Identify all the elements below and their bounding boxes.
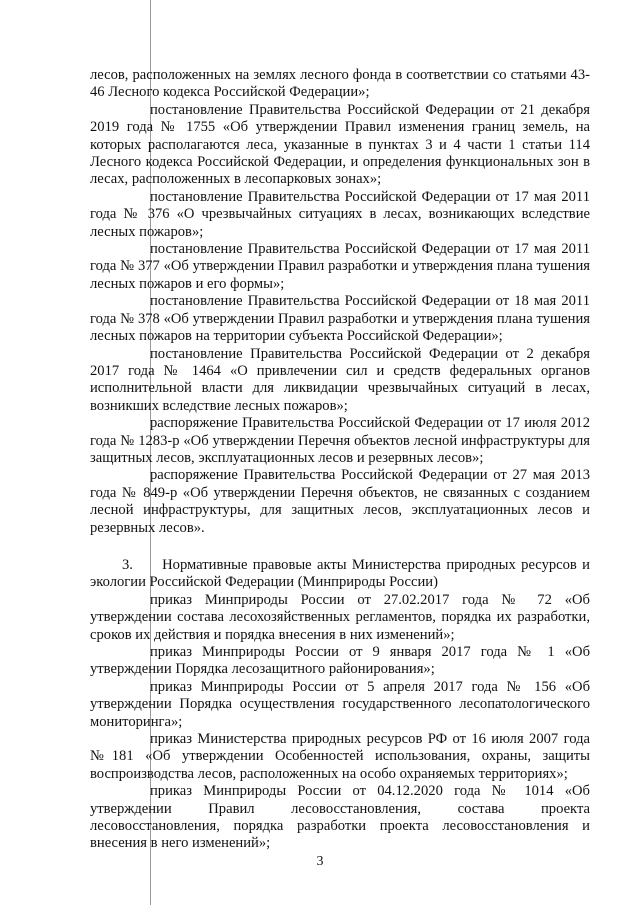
paragraph-decree-378: постановление Правительства Российской Федерации от 18 мая 2011 года № 378 «Об утверждении Правил разработки и утверждения плана тушения лесных пожаров на территории субъекта Российской Федерации»;	[90, 293, 590, 345]
paragraph-order-1014: приказ Минприроды России от 04.12.2020 года № 1014 «Об утверждении Правил лесовосстановления, состава проекта лесовосстановления, порядка разработки проекта лесовосстановления и внесения в него изменений»;	[90, 783, 590, 852]
paragraph-decree-1755: постановление Правительства Российской Федерации от 21 декабря 2019 года № 1755 «Об утверждении Правил изменения границ земель, на которых располагаются леса, указанные в пунктах 3 и 4 части 1 статьи 114 Лесного кодекса Российской Федерации, и определения функциональных зон в лесах, расположенных в лесопарковых зонах»;	[90, 101, 590, 188]
section-heading-3: 3. Нормативные правовые акты Министерства природных ресурсов и экологии Российской Федерации (Минприроды России)	[90, 556, 590, 591]
paragraph-decree-377: постановление Правительства Российской Федерации от 17 мая 2011 года № 377 «Об утверждении Правил разработки и утверждения плана тушения лесных пожаров и его формы»;	[90, 241, 590, 292]
paragraph-order-72: приказ Минприроды России от 27.02.2017 года № 72 «Об утверждении состава лесохозяйственных регламентов, порядка их разработки, сроков их действия и порядка внесения в них изменений»;	[90, 591, 590, 643]
document-body	[90, 67, 590, 853]
paragraph-order-1283: распоряжение Правительства Российской Федерации от 17 июля 2012 года № 1283-р «Об утверждении Перечня объектов лесной инфраструктуры для защитных лесов, эксплуатационных лесов и резервных лесов»;	[90, 415, 590, 466]
paragraph-order-156: приказ Минприроды России от 5 апреля 2017 года № 156 «Об утверждении Порядка осуществления государственного лесопатологического мониторинга»;	[90, 678, 590, 730]
paragraph-order-1: приказ Минприроды России от 9 января 2017 года № 1 «Об утверждении Порядка лесозащитного районирования»;	[90, 644, 590, 678]
paragraph-decree-376: постановление Правительства Российской Федерации от 17 мая 2011 года № 376 «О чрезвычайных ситуациях в лесах, возникающих вследствие лесных пожаров»;	[90, 188, 590, 240]
paragraph-continuation: лесов, расположенных на землях лесного фонда в соответствии со статьями 43-46 Лесного кодекса Российской Федерации»;	[90, 67, 590, 101]
paragraph-order-849: распоряжение Правительства Российской Федерации от 27 мая 2013 года № 849-р «Об утверждении Перечня объектов, не связанных с созданием лесной инфраструктуры, для защитных лесов, эксплуатационных лесов и резервных лесов».	[90, 467, 590, 536]
paragraph-decree-1464: постановление Правительства Российской Федерации от 2 декабря 2017 года № 1464 «О привлечении сил и средств федеральных органов исполнительной власти для ликвидации чрезвычайных ситуаций в лесах, возникших вследствие лесных пожаров»;	[90, 345, 590, 414]
page-number: 3	[316, 854, 324, 869]
paragraph-order-181: приказ Министерства природных ресурсов РФ от 16 июля 2007 года №181 «Об утверждении Особенностей использования, охраны, защиты воспроизводства лесов, расположенных на особо охраняемых территориях»;	[90, 731, 590, 782]
